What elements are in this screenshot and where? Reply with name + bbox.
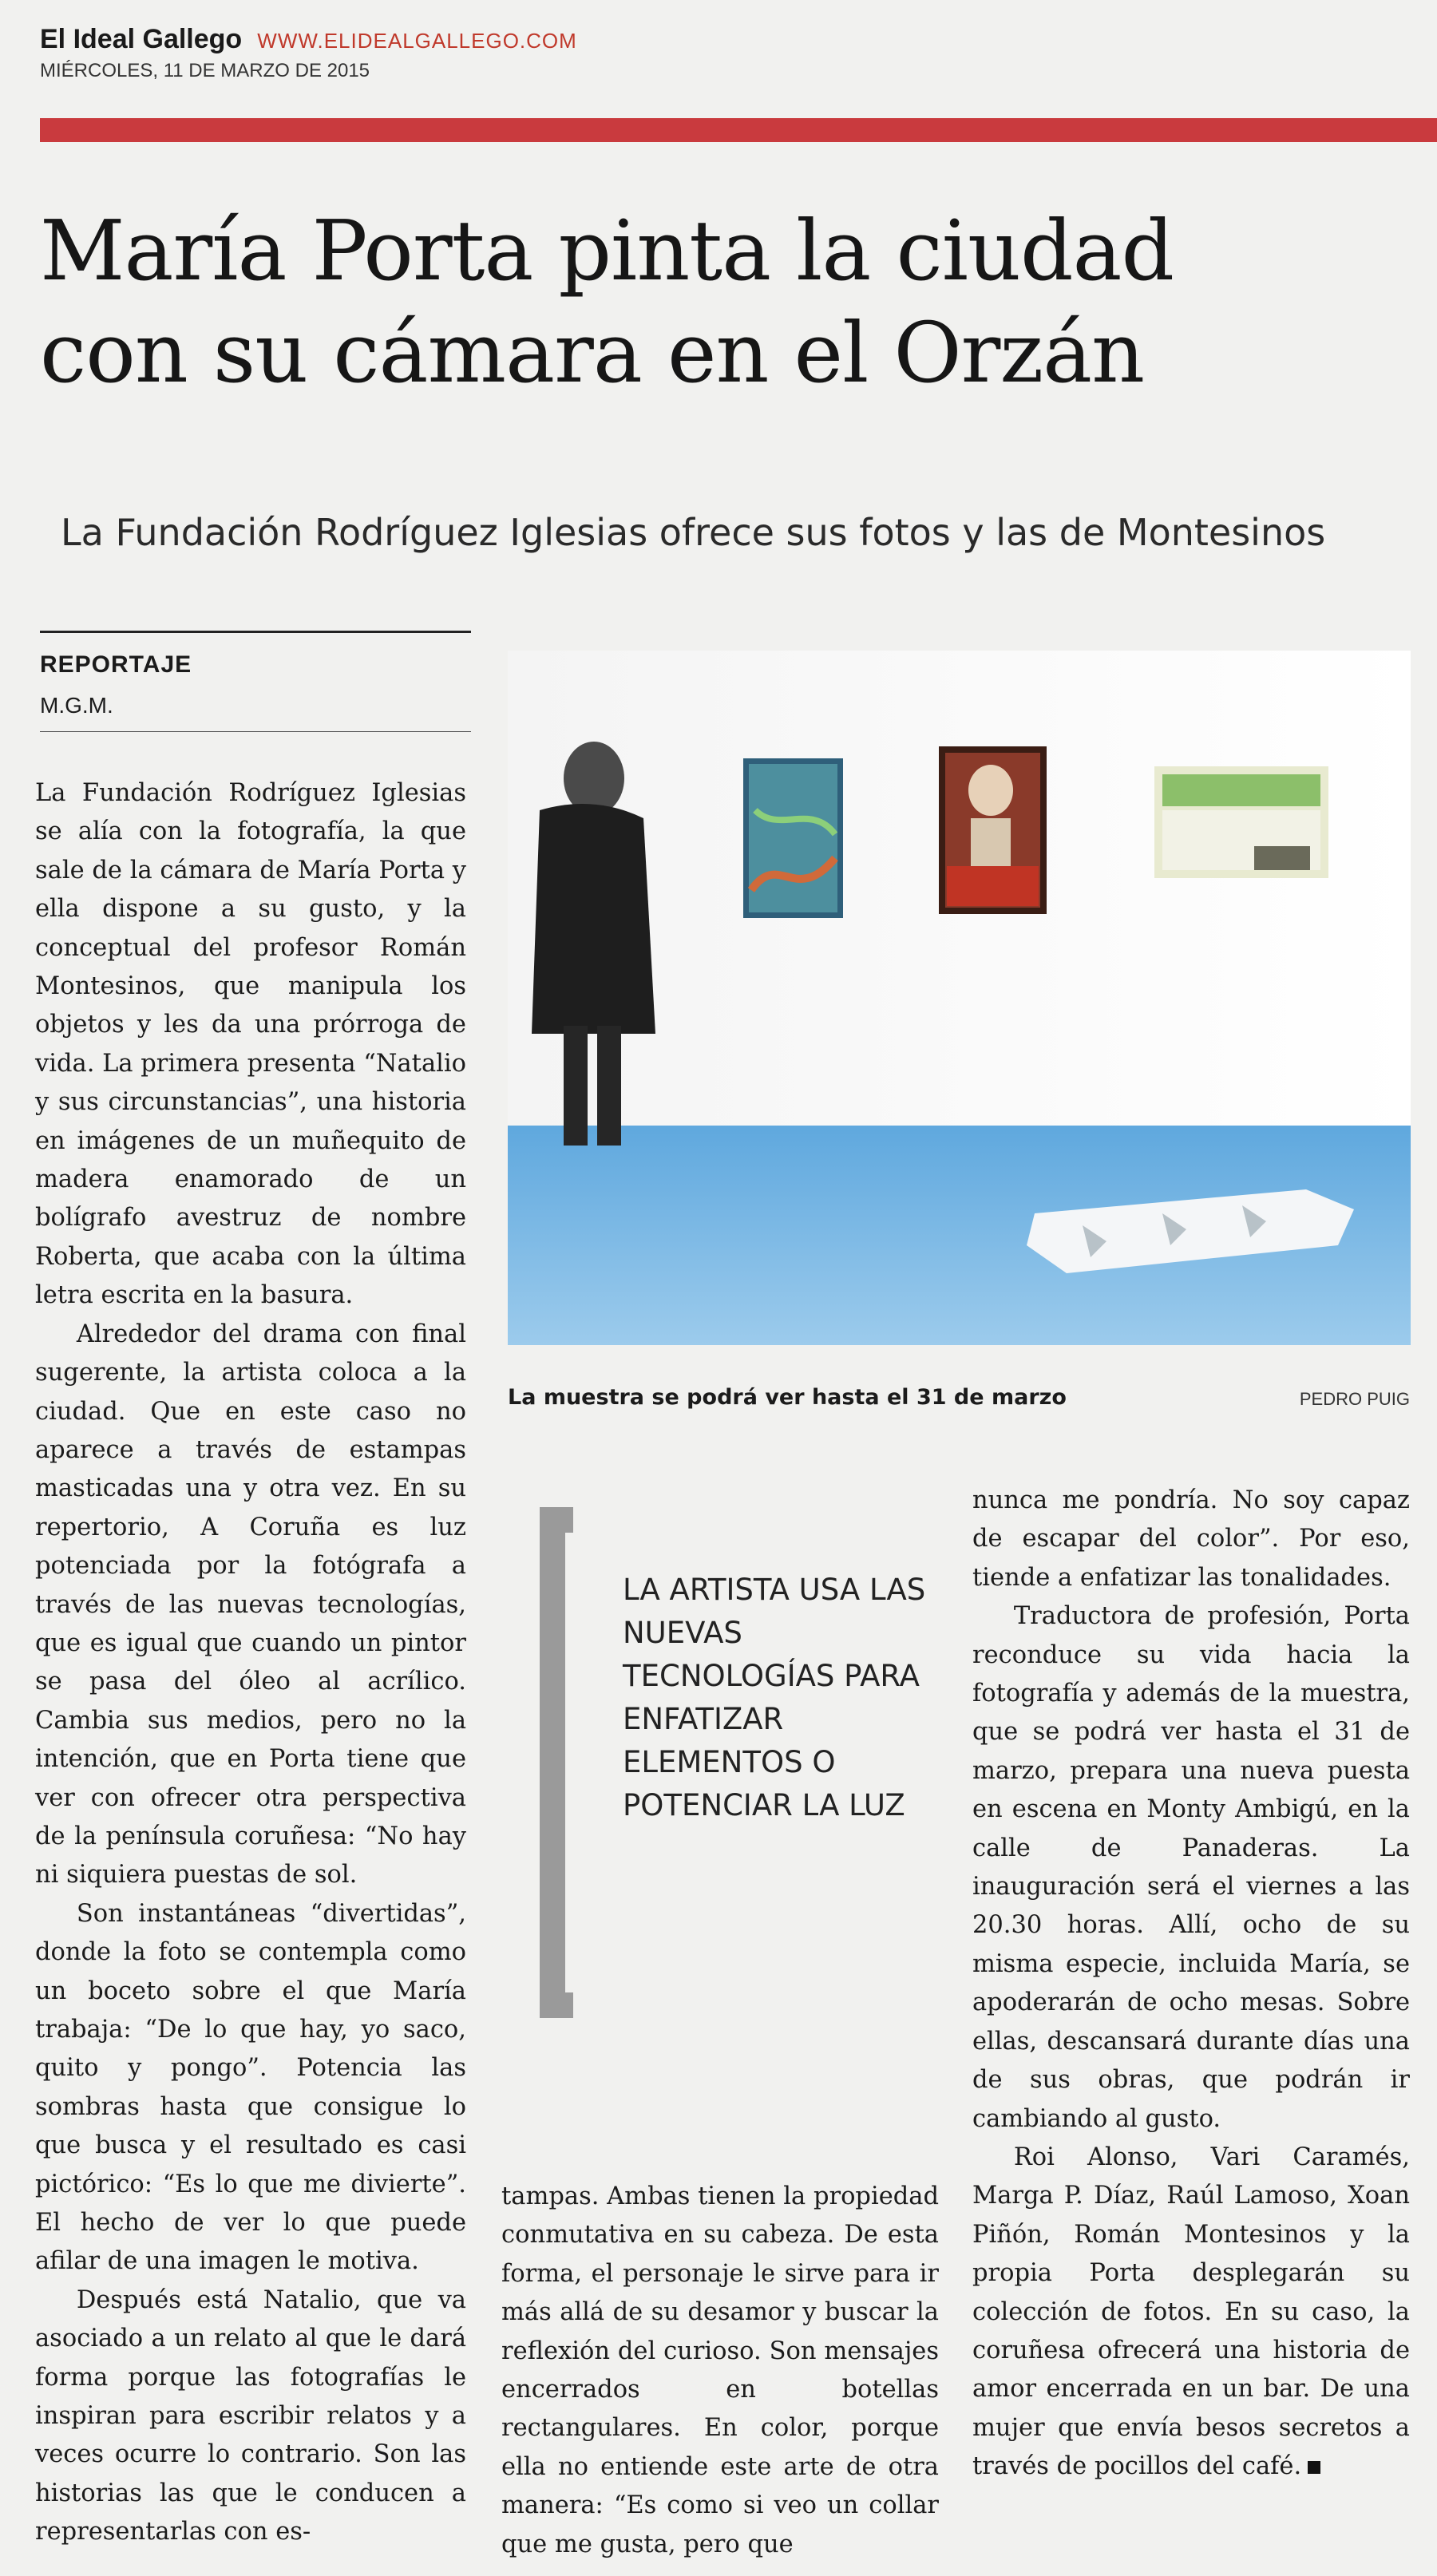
paragraph <box>972 2139 1410 2487</box>
paragraph: Después está Natalio, que va asociado a un relato al que le dará forma porque las fotografías le inspiran para escribir relatos y a veces ocurre lo contrario. Son las historias las que le conducen a representarlas con es- <box>35 2285 466 2546</box>
photo-caption: La muestra se podrá ver hasta el 31 de marzo <box>508 1385 1067 1410</box>
byline-bottom-rule <box>40 731 471 732</box>
issue-date: MIÉRCOLES, 11 DE MARZO DE 2015 <box>40 60 370 81</box>
headline <box>40 200 1413 404</box>
author-initials: M.G.M. <box>40 693 113 718</box>
exhibition-photo <box>508 651 1411 1345</box>
article-column-1 <box>35 774 466 2552</box>
framed-photo-1 <box>743 758 843 918</box>
paragraph: nunca me pondría. No soy capaz de escapar del color”. Por eso, tiende a enfatizar las tonalidades. <box>972 1486 1410 1592</box>
paragraph: Alrededor del drama con final sugerente, la artista coloca a la ciudad. Que en este caso no aparece a través de estampas masticadas una y otra vez. En su repertorio, A Coruña es luz potenciada por la fotógrafa a través de las nuevas tecnologías, que es igual que cuando un pintor se pasa del óleo al acrílico. Cambia sus medios, pero no la intención, que en Porta tiene que ver con ofrecer otra perspectiva de la península coruñesa: “No hay ni siquiera puestas de sol. <box>35 1320 466 1889</box>
paragraph: Son instantáneas “divertidas”, donde la foto se contempla como un boceto sobre el que María trabaja: “De lo que hay, yo saco, quito y pongo”. Potencia las sombras hasta que consigue lo que busca y el resultado es casi pictórico: “Es lo que me divierte”. El hecho de ver lo que puede afilar de una imagen le motiva. <box>35 1899 466 2276</box>
red-divider-bar <box>40 118 1437 142</box>
framed-photo-3 <box>1154 766 1328 878</box>
paragraph: La Fundación Rodríguez Iglesias se alía con la fotografía, la que sale de la cámara de María Porta y ella dispone a su gusto, y la conceptual del profesor Román Montesinos, que manipula los objetos y les da una prórroga de vida. La primera presenta “Natalio y sus circunstancias”, una historia en imágenes de un muñequito de madera enamorado de un bolígrafo avestruz de nombre Roberta, que acaba con la última letra escrita en la basura. <box>35 779 466 1310</box>
section-label: REPORTAJE <box>40 651 192 678</box>
masthead <box>40 24 577 82</box>
end-of-article-mark <box>1308 2461 1320 2474</box>
headline-line-1: María Porta pinta la ciudad <box>40 202 1174 299</box>
paragraph: tampas. Ambas tienen la propiedad conmutativa en su cabeza. De esta forma, el personaje le sirve para ir más allá de su desamor y buscar la reflexión del curioso. Son mensajes encerrados en botellas rectangulares. En color, porque ella no entiende este arte de otra manera: “Es como si veo un collar que me gusta, pero que <box>501 2182 939 2558</box>
framed-photo-2 <box>939 746 1047 914</box>
paragraph: Traductora de profesión, Porta reconduce su vida hacia la fotografía y además de la muestra, que se podrá ver hasta el 31 de marzo, prepara una nueva puesta en escena en Monty Ambigú, en la calle de Panaderas. La inauguración será el viernes a las 20.30 horas. Allí, ocho de su misma especie, incluida María, se apoderarán de ocho mesas. Sobre ellas, descansará durante días una de sus obras, que podrán ir cambiando al gusto. <box>972 1602 1410 2133</box>
paragraph-text: Roi Alonso, Vari Caramés, Marga P. Díaz, Raúl Lamoso, Xoan Piñón, Román Montesinos y la propia Porta desplegarán su colección de fotos. En su caso, la coruñesa ofrecerá una historia de amor encerrada en un bar. De una mujer que envía besos secretos a través de pocillos del café. <box>972 2143 1410 2481</box>
pullquote-bracket <box>540 1507 573 2018</box>
newspaper-name: El Ideal Gallego <box>40 24 243 54</box>
subheadline: La Fundación Rodríguez Iglesias ofrece sus fotos y las de Montesinos <box>61 511 1326 554</box>
article-column-3 <box>972 1482 1410 2487</box>
headline-line-2: con su cámara en el Orzán <box>40 304 1145 402</box>
article-column-2 <box>501 2178 939 2564</box>
photo-credit: PEDRO PUIG <box>1299 1389 1410 1409</box>
newspaper-url[interactable]: WWW.ELIDEALGALLEGO.COM <box>257 29 577 53</box>
pullquote: LA ARTISTA USA LAS NUEVAS TECNOLOGÍAS PARA ENFATIZAR ELEMENTOS O POTENCIAR LA LUZ <box>623 1573 926 1822</box>
byline-top-rule <box>40 631 471 633</box>
